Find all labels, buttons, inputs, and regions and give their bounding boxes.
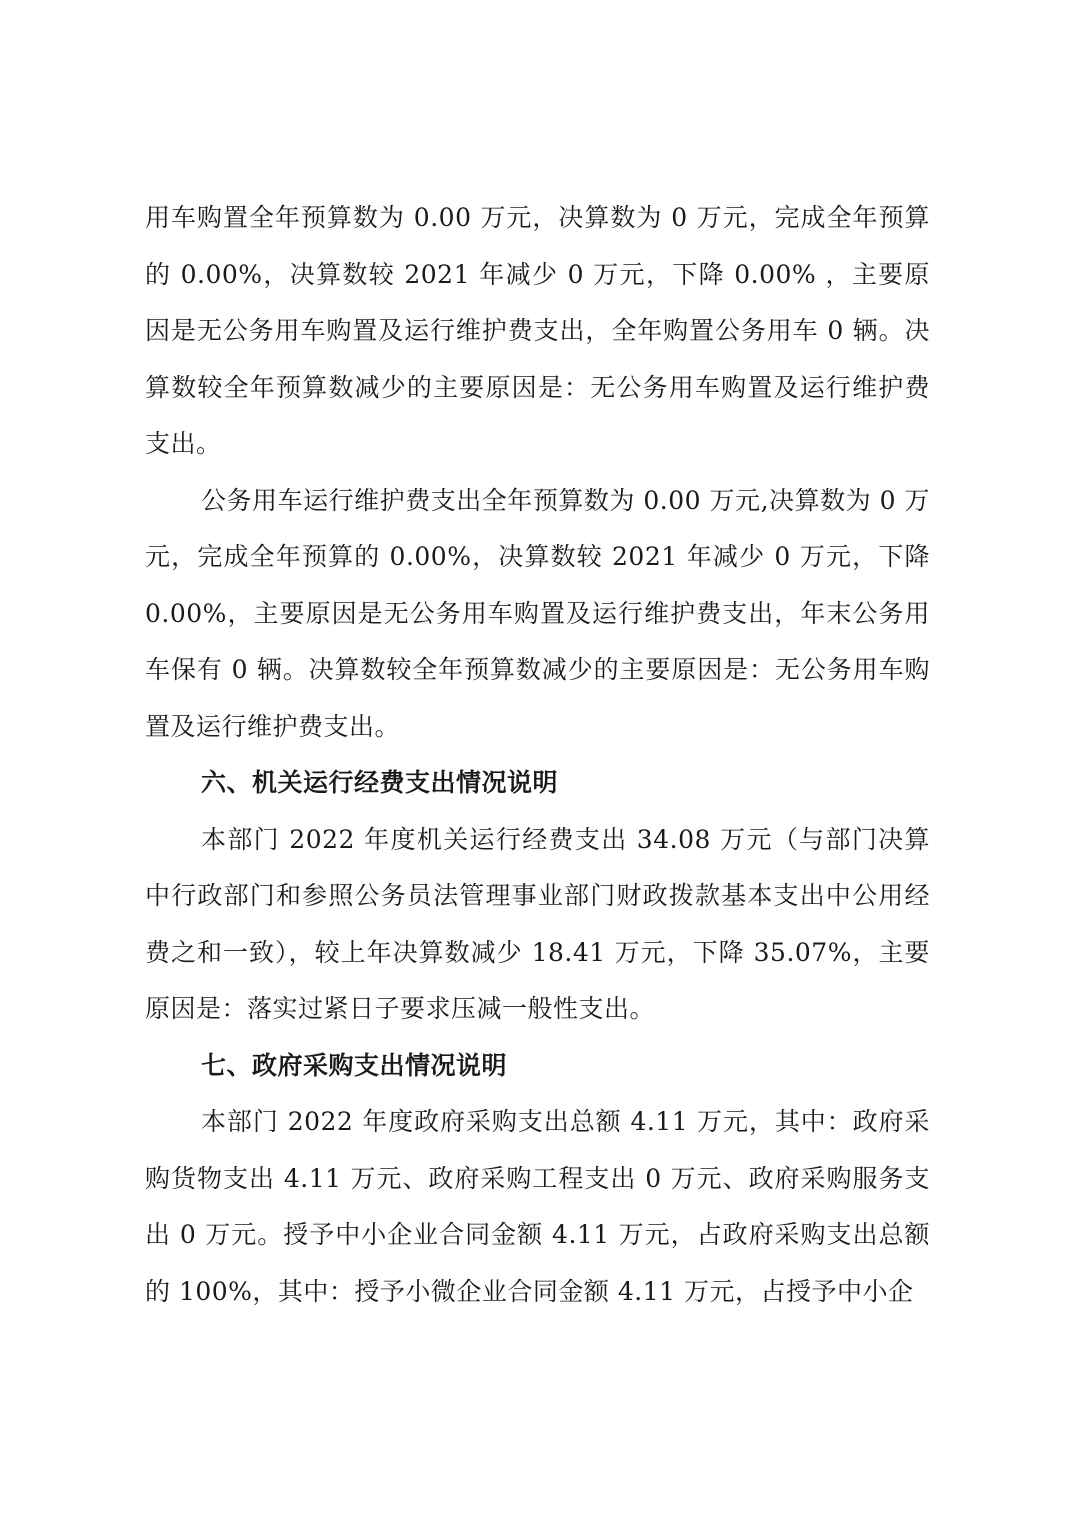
paragraph-government-procurement: 本部门 2022 年度政府采购支出总额 4.11 万元，其中：政府采购货物支出 4.11 万元、政府采购工程支出 0 万元、政府采购服务支出 0 万元。授予中小企业合同金额 4.11 万元，占政府采购支出总额的 100%，其中：授予小微企业合同金额 4.11 万元，占授予中小企 — [145, 1107, 930, 1306]
section-heading-government-procurement: 七、政府采购支出情况说明 — [201, 1050, 508, 1080]
section-heading-operating-expenses: 六、机关运行经费支出情况说明 — [201, 768, 559, 797]
paragraph-vehicle-maintenance: 公务用车运行维护费支出全年预算数为 0.00 万元,决算数为 0 万元，完成全年预算的 0.00%，决算数较 2021 年减少 0 万元，下降 0.00%，主要原因是无公务用车购置及运行维护费支出，年末公务用车保有 0 辆。决算数较全年预算数减少的主要原因是：无公务用车购置及运行维护费支出。 — [145, 485, 930, 741]
paragraph-operating-expenses: 本部门 2022 年度机关运行经费支出 34.08 万元（与部门决算中行政部门和参照公务员法管理事业部门财政拨款基本支出中公用经费之和一致），较上年决算数减少 18.41 万元，下降 35.07%，主要原因是：落实过紧日子要求压减一般性支出。 — [145, 824, 930, 1023]
paragraph-vehicle-purchase: 用车购置全年预算数为 0.00 万元，决算数为 0 万元，完成全年预算的 0.00%，决算数较 2021 年减少 0 万元，下降 0.00% ，主要原因是无公务用车购置及运行维护费支出，全年购置公务用车 0 辆。决算数较全年预算数减少的主要原因是：无公务用车购置及运行维护费支出。 — [145, 203, 930, 458]
document-body — [145, 190, 930, 1320]
